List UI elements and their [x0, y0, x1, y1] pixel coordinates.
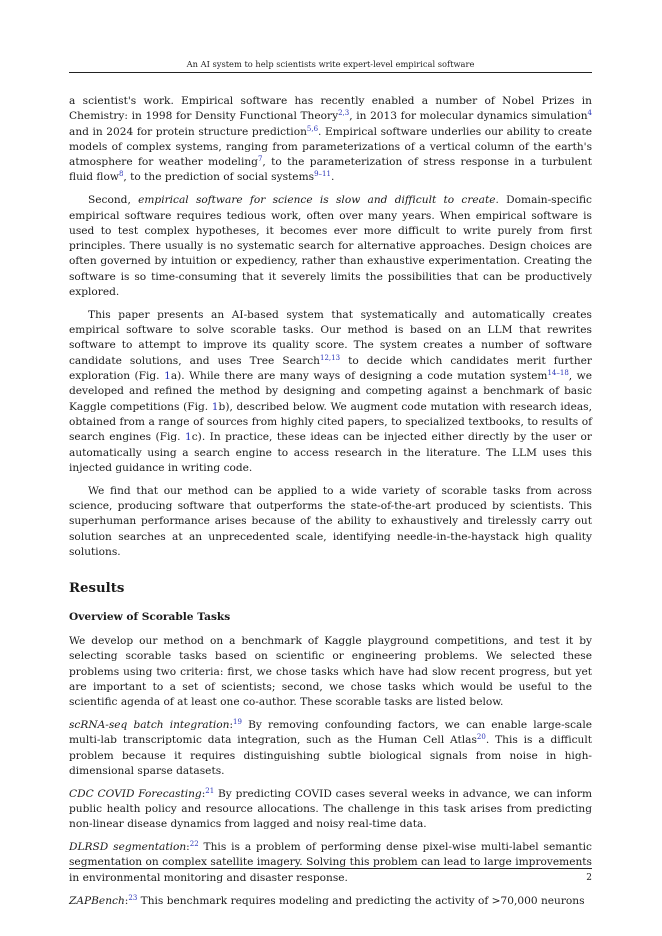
- task-label: CDC COVID Forecasting: [69, 787, 202, 800]
- figure-ref[interactable]: 1: [211, 400, 219, 413]
- paragraph-1: a scientist's work. Empirical software has recently enabled a number of Nobel Prizes in Chemistry: in 1998 for Density Functional Theory$^{2,3}$, in 2013 for molecular dynamics simulation$^4$ and in 2024 for protein structure prediction$^{5,6}$. Empirical software underlies our ability to create models of complex systems, ranging from parameterizations of a vertical column of the earth's atmosphere for weather modeling$^7$, to the parameterization of stress response in a turbulent fluid flow$^8$, to the prediction of social systems$^{9-11}$.: [69, 95, 593, 184]
- citation[interactable]: 23: [128, 893, 138, 902]
- citation[interactable]: 9–11: [314, 170, 331, 179]
- paragraph-4: We find that our method can be applied to a wide variety of scorable tasks from across science, producing software that outperforms the state-of-the-art produced by scientists. This superhuman performance arises because of the ability to exhaustively and tirelessly carry out solution searches at an unprecedented scale, identifying needle-in-the-haystack high quality solutions.: [69, 484, 592, 558]
- citation[interactable]: 14–18: [547, 369, 569, 378]
- citation[interactable]: 4: [587, 109, 592, 118]
- paragraph-3: This paper presents an AI-based system that systematically and automatically creates empirical software to solve scorable tasks. Our method is based on an LLM that rewrites software to attempt to improve its quality score. The system creates a number of software candidate solutions, and uses Tree Search$^{12,13}$ to decide which candidates merit further exploration (Fig. 1a). While there are many ways of designing a code mutation system$^{14-18}$, we developed and refined the method by designing and competing against a benchmark of basic Kaggle competitions (Fig. 1b), described below. We augment code mutation with research ideas, obtained from a range of sources from highly cited papers, to specialized textbooks, to results of search engines (Fig. 1c). In practice, these ideas can be injected either directly by the user or automatically using a search engine to access research in the literature. The LLM uses this injected guidance in writing code.: [69, 308, 592, 474]
- task-label: ZAPBench: [69, 894, 125, 907]
- task-label: scRNA-seq batch integration: [69, 719, 230, 732]
- body-text: [69, 94, 592, 916]
- citation[interactable]: 20: [476, 733, 486, 742]
- task-scrna: scRNA-seq batch integration:$^{19}$ By removing confounding factors, we can enable large-scale multi-lab transcriptomic data integration, such as the Human Cell Atlas$^{20}$. This is a difficult problem because it requires distinguishing subtle biological signals from noise in high-dimensional sparse datasets.: [69, 718, 592, 777]
- citation[interactable]: 2,3: [338, 109, 350, 118]
- footer-rule: [69, 868, 592, 869]
- citation[interactable]: 7: [257, 155, 263, 164]
- figure-ref[interactable]: 1: [164, 370, 171, 383]
- citation[interactable]: 21: [205, 786, 215, 795]
- citation[interactable]: 22: [189, 840, 199, 849]
- paragraph-2: Second, empirical software for science is slow and difficult to create. Domain-specific empirical software requires tedious work, often over many years. When empirical software is used to test complex hypotheses, it becomes ever more difficult to write purely from first principles. There usually is no systematic search for alternative approaches. Design choices are often governed by intuition or expediency, rather than exhaustive experimentation. Creating the software is so time-consuming that it severely limits the possibilities that can be productively explored.: [69, 194, 592, 299]
- emphasis: empirical software for science is slow and difficult to create: [138, 194, 496, 207]
- task-dlrsd: DLRSD segmentation:$^{22}$ This is a problem of performing dense pixel-wise multi-label semantic segmentation on complex satellite imagery. Solving this problem can lead to large improvements in environmental monitoring and disaster response.: [69, 840, 592, 884]
- running-head: An AI system to help scientists write expert-level empirical software: [186, 59, 475, 69]
- subsection-heading-overview: Overview of Scorable Tasks: [69, 611, 231, 624]
- task-label: DLRSD segmentation: [69, 841, 187, 854]
- task-covid: CDC COVID Forecasting:$^{21}$ By predicting COVID cases several weeks in advance, we can inform public health policy and resource allocations. The challenge in this task arises from predicting non-linear disease dynamics from lagged and noisy real-time data.: [69, 786, 592, 831]
- figure-ref[interactable]: 1: [185, 431, 192, 444]
- section-heading-results: Results: [69, 581, 125, 597]
- header-rule: [69, 72, 592, 73]
- citation[interactable]: 12,13: [320, 353, 341, 362]
- citation[interactable]: 8: [118, 170, 124, 179]
- citation[interactable]: 5,6: [306, 124, 319, 133]
- paragraph-5: We develop our method on a benchmark of Kaggle playground competitions, and test it by selecting scorable tasks based on scientific or engineering problems. We selected these problems using two criteria: first, we chose tasks which have had slow recent progress, but yet are important to a set of scientists; second, we chose tasks which would be useful to the scientific agenda of at least one co-author. These scorable tasks are listed below.: [69, 635, 592, 709]
- page-number: 2: [586, 873, 592, 883]
- citation[interactable]: 19: [233, 718, 242, 727]
- task-zapbench: ZAPBench:$^{23}$ This benchmark requires modeling and predicting the activity of >70,000 neurons: [69, 893, 585, 907]
